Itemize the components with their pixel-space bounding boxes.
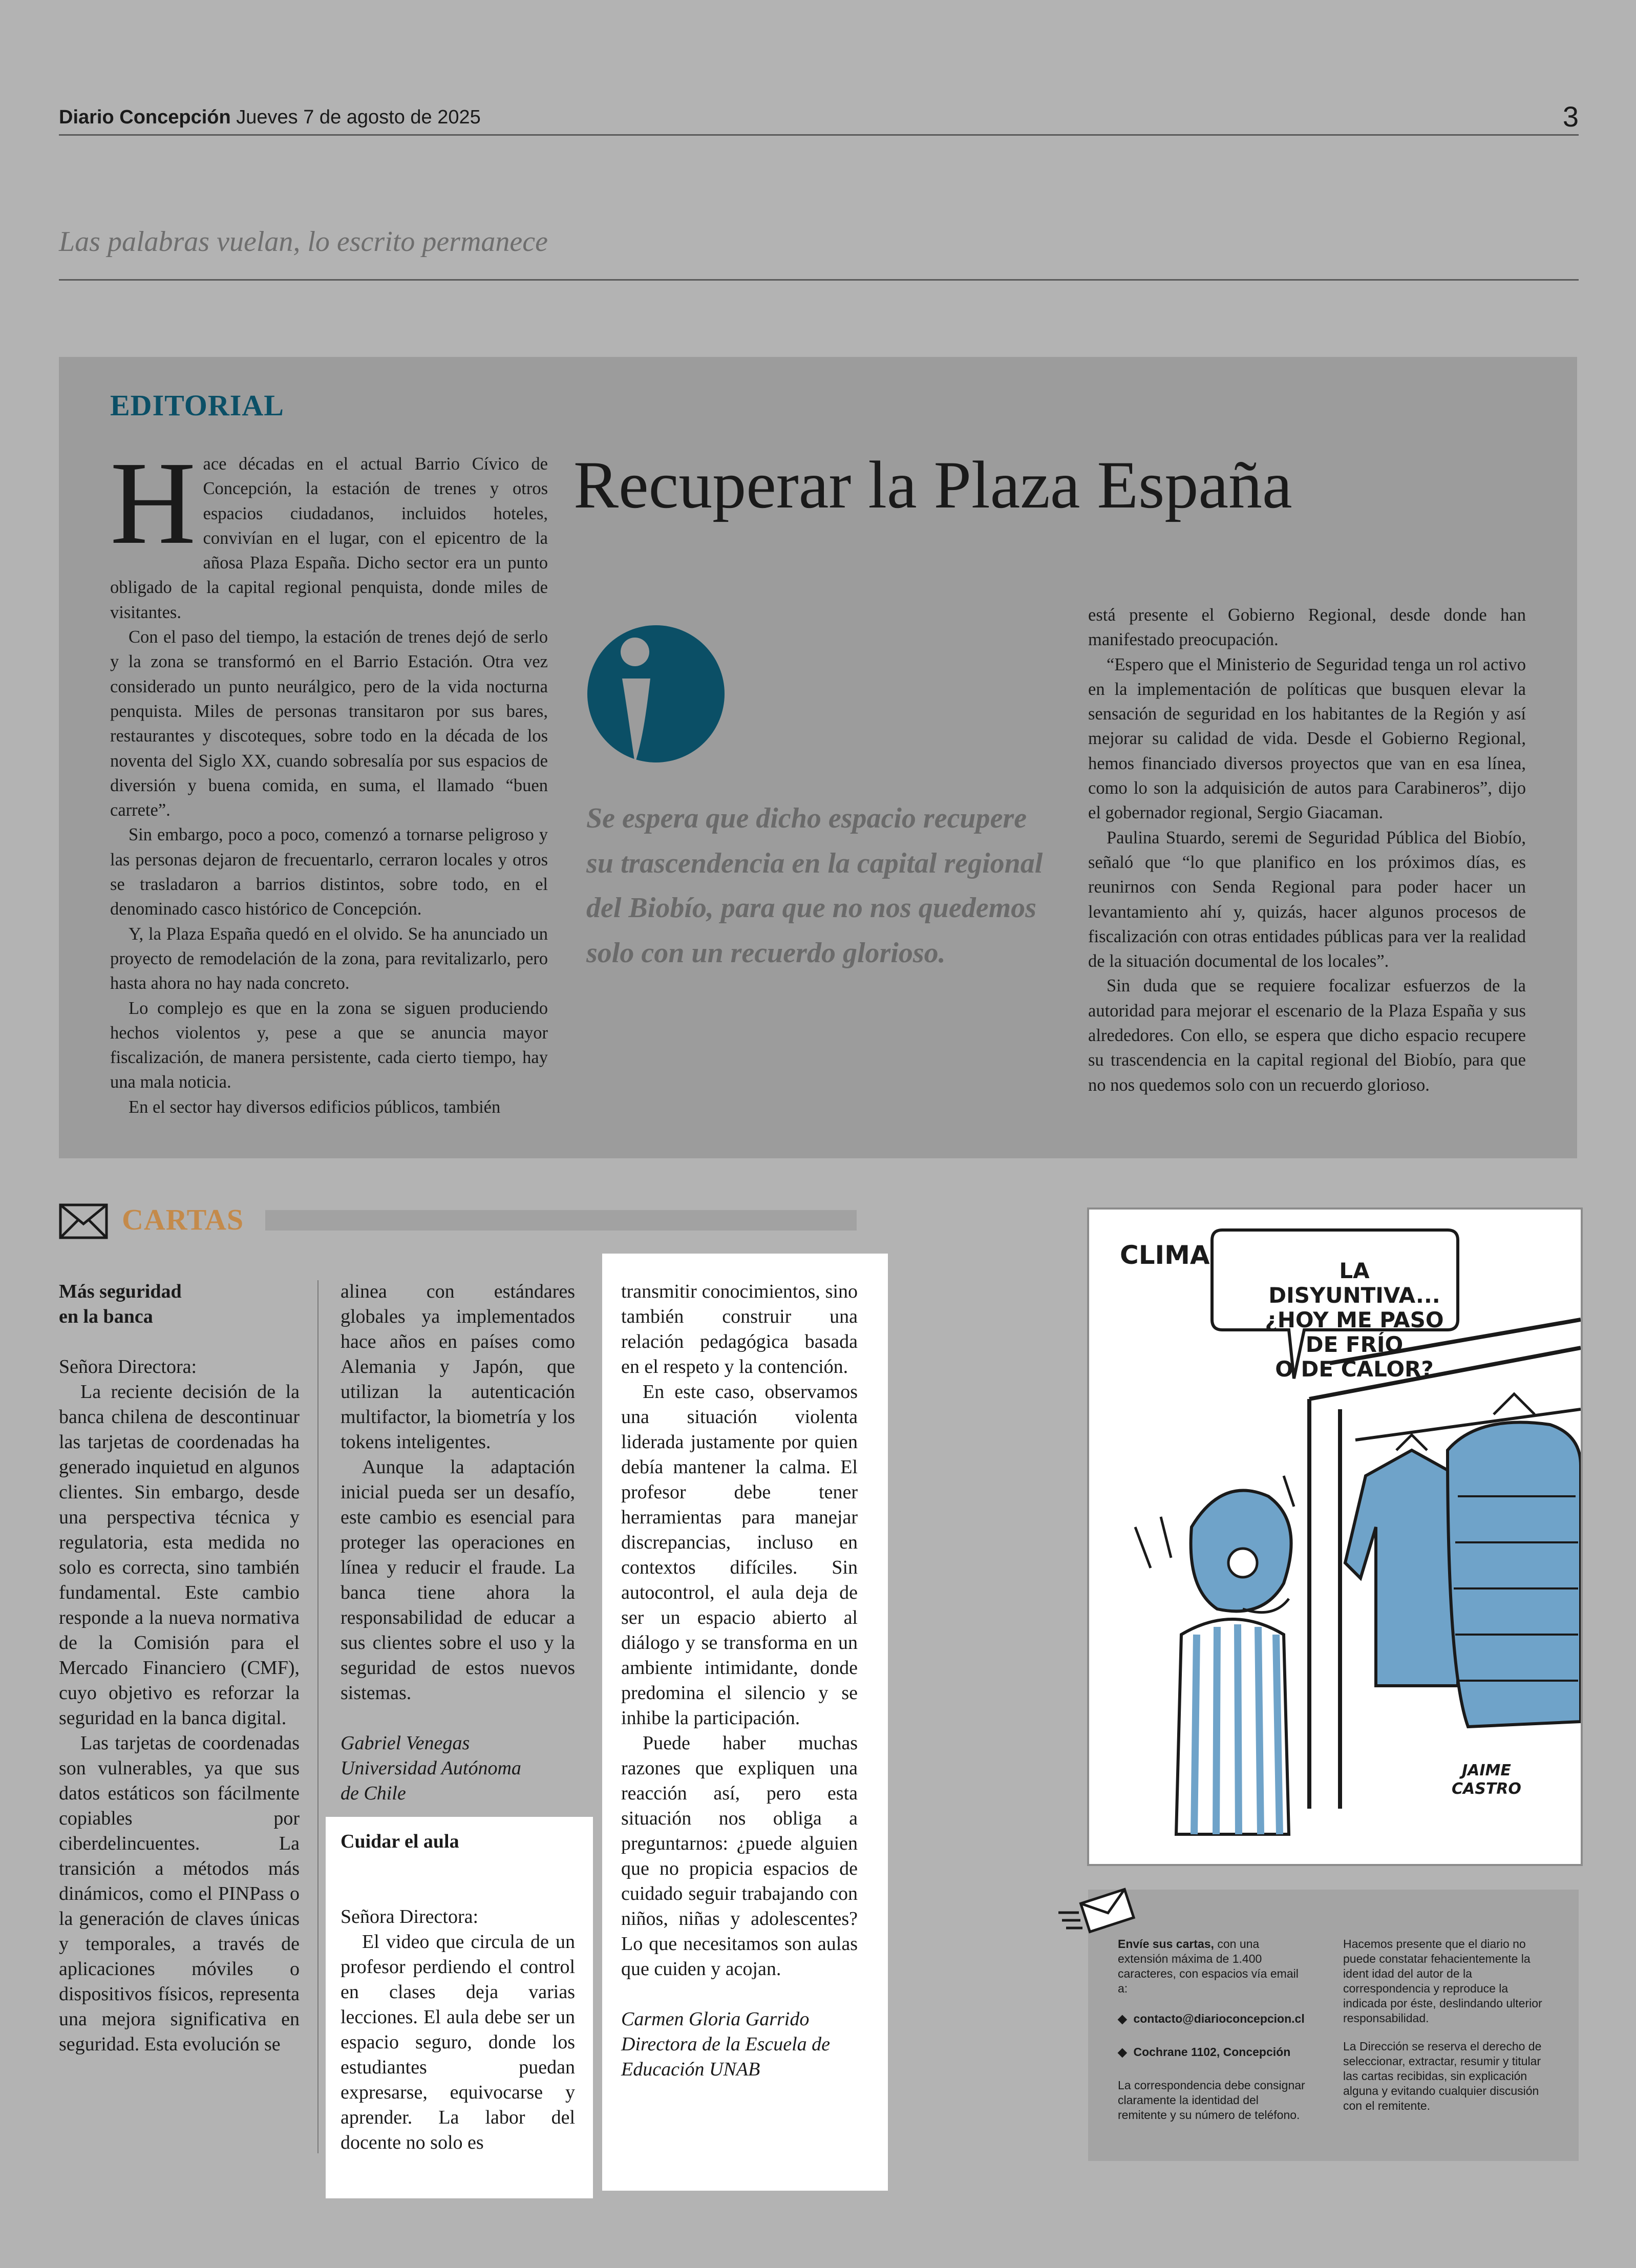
editorial-paragraph: “Espero que el Ministerio de Seguridad tenga un rol activo en la implementación de políticas que busquen elevar la sensación de seguridad en los habitantes de la Región y así mejorar su calidad de vida. Desde el Gobierno Regional, hemos financiado diversos proyectos que van en esa línea, como lo son la adquisición de autos para Carabineros”, dijo el gobernador regional, Sergio Giacaman. <box>1088 654 1526 823</box>
issue-date: Jueves 7 de agosto de 2025 <box>236 107 481 128</box>
contact-note: La correspondencia debe consignar claramente la identidad del remitente y su número de teléfono. <box>1118 2079 1305 2122</box>
envelope-icon <box>59 1203 108 1239</box>
letter-signature: Carmen Gloria Garrido Directora de la Escuela de Educación UNAB <box>621 2008 831 2080</box>
letter-salutation: Señora Directora: <box>341 1906 479 1927</box>
disclaimer-paragraph: Hacemos presente que el diario no puede constatar fehacientemente la ident idad del autor de la correspondencia y reproduce la indicada por éste, deslindando ulterior responsabilidad. <box>1343 1937 1542 2025</box>
cartoonist-signature: JAIME CASTRO <box>1452 1762 1521 1798</box>
editorial-paragraph: En el sector hay diversos edificios públicos, también <box>129 1097 501 1117</box>
letter-paragraph: Aunque la adaptación inicial pueda ser un desafío, este cambio es esencial para proteger las operaciones en línea y reducir el fraude. La banca tiene ahora la responsabilidad de educar a sus clientes sobre el uso y la seguridad de estos nuevos sistemas. <box>341 1456 575 1704</box>
editorial-paragraph: Hace décadas en el actual Barrio Cívico de Concepción, la estación de trenes y otros espacios ciudadanos, incluidos hoteles, convivían en el lugar, con el epicentro de la añosa Plaza España. Dicho sector era un punto obligado de la capital regional penquista, donde miles de visitantes. <box>110 437 548 622</box>
header-rule <box>59 134 1579 136</box>
editorial-paragraph: Y, la Plaza España quedó en el olvido. Se ha anunciado un proyecto de remodelación de la zona, para revitalizarlo, pero hasta ahora no hay nada concreto. <box>110 924 548 993</box>
editorial-paragraph: Lo complejo es que en la zona se siguen produciendo hechos violentos y, pese a que se anuncia mayor fiscalización, de manera persistente, cada cierto tiempo, hay una mala noticia. <box>110 998 548 1092</box>
editorial-label: EDITORIAL <box>110 389 284 422</box>
section-tagline: Las palabras vuelan, lo escrito permanece <box>59 226 548 258</box>
cartoon-speech-bubble: LA DISYUNTIVA... ¿HOY ME PASO DE FRÍO O DE CALOR? <box>1265 1258 1444 1382</box>
letter-1-column-b <box>341 1279 575 1806</box>
paper-name: Diario Concepción <box>59 107 231 128</box>
letter-2-column-b <box>621 1279 858 2082</box>
letter-paragraph: La reciente decisión de la banca chilena de descontinuar las tarjetas de coordenadas ha generado inquietud en algunos clientes. Sin embargo, desde una perspectiva técnica y regulatoria, esta medida no solo es correcta, sino también fundamental. Este cambio responde a la nueva normativa de la Comisión para el Mercado Financiero (CMF), cuyo objetivo es reforzar la seguridad en la banca digital. <box>59 1381 300 1729</box>
disclaimer-paragraph: La Dirección se reserva el derecho de seleccionar, extractar, resumir y titular las cartas recibidas, sin explicación alguna y evitando cualquier discusión con el remitente. <box>1343 2040 1542 2112</box>
cartoon-title: CLIMA <box>1120 1240 1210 1270</box>
editorial-paragraph: Sin embargo, poco a poco, comenzó a tornarse peligroso y las personas dejaron de frecuentarlo, cerraron locales y otros se trasladaron a barrios distintos, sobre todo, en el denominado casco histórico de Concepción. <box>110 825 548 919</box>
contact-address: Cochrane 1102, Concepción <box>1133 2045 1291 2059</box>
column-divider <box>317 1280 318 2153</box>
letter-title: Cuidar el aula <box>341 1831 459 1852</box>
contact-instructions: Envíe sus cartas, con una extensión máxima de 1.400 caracteres, con espacios vía email a: ◆ contacto@diarioconcepcion.cl ◆ Cochrane 1102, Concepción La correspondencia debe consignar claramente la identidad del remitente y su número de teléfono. <box>1118 1937 1307 2136</box>
editorial-paragraph: Con el paso del tiempo, la estación de trenes dejó de serlo y la zona se transformó en el Barrio Estación. Otra vez considerado un punto neurálgico, pero de la vida nocturna penquista. Miles de personas transitaron por sus bares, restaurantes y discoteques, sobre todo en la década de los noventa del Siglo XX, cuando sobresalía por sus espacios de diversión y buena comida, en suma, el llamado “buen carrete”. <box>110 627 548 820</box>
tagline-rule <box>59 279 1579 281</box>
letter-paragraph: alinea con estándares globales ya implementados hace años en países como Alemania y Japón, que utilizan la autenticación multifactor, la biometría y los tokens inteligentes. <box>341 1281 575 1453</box>
contact-email: contacto@diarioconcepcion.cl <box>1133 2012 1305 2025</box>
letter-paragraph: transmitir conocimientos, sino también construir una relación pedagógica basada en el respeto y la contención. <box>621 1281 858 1377</box>
letter-paragraph: En este caso, observamos una situación violenta liderada justamente por quien debía mantener la calma. El profesor debe tener herramientas para manejar discrepancias, incluso en contextos difíciles. Sin autocontrol, el aula deja de ser un espacio abierto al diálogo y se transforma en un ambiente intimidante, donde predomina el silencio y se inhibe la participación. <box>621 1381 858 1729</box>
editorial-paragraph: está presente el Gobierno Regional, desde donde han manifestado preocupación. <box>1088 605 1526 650</box>
cartas-label: CARTAS <box>122 1203 244 1236</box>
letter-title: Más seguridad en la banca <box>59 1281 182 1327</box>
editorial-pull-quote: Se espera que dicho espacio recupere su trascendencia en la capital regional del Biobío, para que no nos quedemos solo con un recuerdo glorioso. <box>586 802 1043 969</box>
letter-paragraph: Puede haber muchas razones que expliquen una reacción así, pero esta situación nos obliga a preguntarnos: ¿puede alguien que no propicia espacios de cuidado seguir trabajando con niños, niñas y adolescentes? Lo que necesitamos son aulas que cuiden y acojan. <box>621 1732 858 1980</box>
cartas-header-bar <box>265 1210 857 1231</box>
contact-disclaimer <box>1343 1937 1548 2127</box>
send-mail-icon <box>1056 1884 1138 1936</box>
editorial-column-1 <box>110 437 548 1119</box>
letter-salutation: Señora Directora: <box>59 1356 197 1377</box>
editorial-paragraph: Sin duda que se requiere focalizar esfuerzos de la autoridad para mejorar el escenario de la Plaza España y sus alrededores. Con ello, se espera que dicho espacio recupere su trascendencia en la capital regional del Biobío, para que no nos quedemos solo con un recuerdo glorioso. <box>1088 976 1526 1095</box>
letter-paragraph: El video que circula de un profesor perdiendo el control en clases deja varias lecciones. El aula debe ser un espacio seguro, donde los estudiantes puedan expresarse, equivocarse y aprender. La labor del docente no solo es <box>341 1931 575 2153</box>
letter-1-column-a <box>59 1279 300 2057</box>
editorial-paragraph: Paulina Stuardo, seremi de Seguridad Pública del Biobío, señaló que “lo que planifico en los próximos días, es reunirnos con Senda Regional para poder hacer un levantamiento ahí y, quizás, hacer algunos procesos de fiscalización con otras entidades públicas para ver la realidad de la situación documental de los locales”. <box>1088 828 1526 971</box>
masthead <box>59 107 481 129</box>
editorial-title: Recuperar la Plaza España <box>573 447 1292 522</box>
drop-cap: H <box>110 437 196 569</box>
page-number: 3 <box>1562 100 1579 133</box>
letter-signature: Gabriel Venegas Universidad Autónoma de Chile <box>341 1732 521 1804</box>
letter-2-column-a <box>341 1829 575 2155</box>
letter-paragraph: Las tarjetas de coordenadas son vulnerables, ya que sus datos estáticos son fácilmente copiables por ciberdelincuentes. La transición a métodos más dinámicos, como el PINPass o la generación de claves únicas y temporales, a través de aplicaciones móviles o dispositivos físicos, representa una mejora significativa en seguridad. Esta evolución se <box>59 1732 300 2055</box>
info-icon <box>586 622 726 766</box>
editorial-column-2 <box>1088 603 1526 1097</box>
